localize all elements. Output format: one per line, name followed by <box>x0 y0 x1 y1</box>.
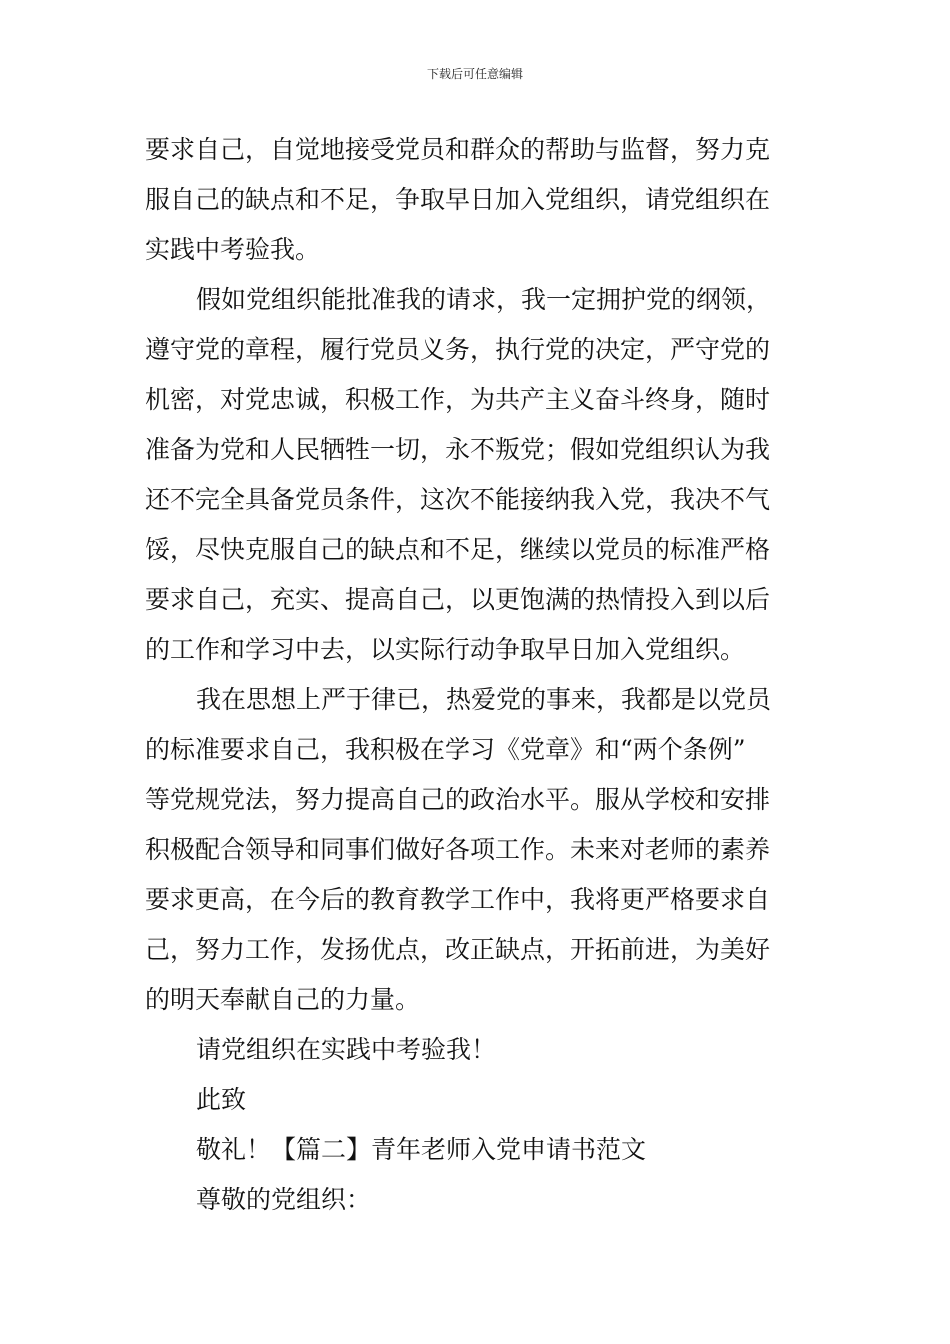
salutation-line: 此致 <box>196 1085 247 1114</box>
text-line: 服自己的缺点和不足，争取早日加入党组织，请党组织在 <box>145 185 771 214</box>
text-line: 的工作和学习中去，以实际行动争取早日加入党组织。 <box>145 635 746 664</box>
text-line: 要求自己，充实、提高自己，以更饱满的热情投入到以后 <box>145 585 771 614</box>
text-line: 要求自己，自觉地接受党员和群众的帮助与监督，努力克 <box>145 135 771 164</box>
text-line: 积极配合领导和同事们做好各项工作。未来对老师的素养 <box>145 835 771 864</box>
greeting-line: 尊敬的党组织： <box>196 1185 372 1214</box>
text-line: 的明天奉献自己的力量。 <box>145 985 421 1014</box>
page-header: 下载后可任意编辑 <box>426 67 523 81</box>
text-line: 机密，对党忠诚，积极工作，为共产主义奋斗终身，随时 <box>145 385 771 414</box>
text-line: 遵守党的章程，履行党员义务，执行党的决定，严守党的 <box>145 335 771 364</box>
closing-line: 请党组织在实践中考验我！ <box>196 1035 497 1064</box>
text-line: 等党规党法，努力提高自己的政治水平。服从学校和安排 <box>145 785 771 814</box>
text-line: 馁，尽快克服自己的缺点和不足，继续以党员的标准严格 <box>145 535 771 564</box>
paragraph-start-line: 假如党组织能批准我的请求，我一定拥护党的纲领， <box>196 285 772 314</box>
text-line: 的标准要求自己，我积极在学习《党章》和“两个条例” <box>145 735 746 764</box>
paragraph-start-line: 我在思想上严于律已，热爱党的事来，我都是以党员 <box>196 685 772 714</box>
text-line: 实践中考验我。 <box>145 235 321 264</box>
text-line: 准备为党和人民牺牲一切，永不叛党；假如党组织认为我 <box>145 435 771 464</box>
section-heading-line: 敬礼！【篇二】青年老师入党申请书范文 <box>196 1135 647 1164</box>
text-line: 要求更高，在今后的教育教学工作中，我将更严格要求自 <box>145 885 771 914</box>
text-line: 己，努力工作，发扬优点，改正缺点，开拓前进，为美好 <box>145 935 771 964</box>
text-line: 还不完全具备党员条件，这次不能接纳我入党，我决不气 <box>145 485 771 514</box>
